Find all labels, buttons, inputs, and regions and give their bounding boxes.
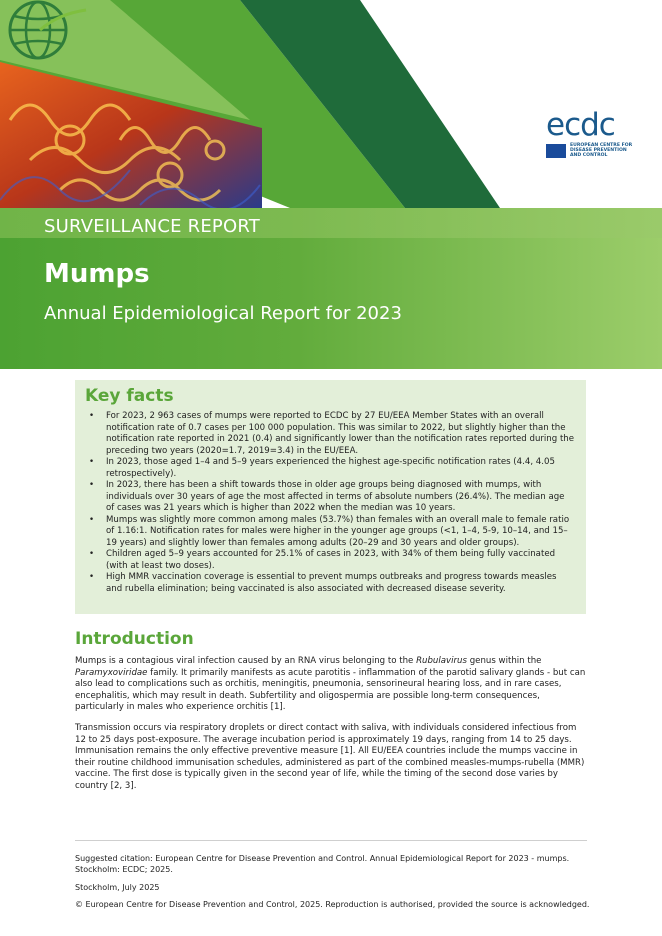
cover-image bbox=[0, 0, 662, 208]
intro-paragraph-1: Mumps is a contagious viral infection caused by an RNA virus belonging to the Rubulavirus genus within the Paramyxoviridae family. It primarily manifests as acute parotitis - inflammation of the parotid salivary glands - but can also lead to complications such as orchitis, meningitis, pneumonia, sensorineural hearing loss, and in rare cases, encephalitis, which may result in death. Subfertility and oligospermia are possible long-term consequences, particularly in males who experience orchitis [1]. bbox=[75, 656, 586, 712]
list-item: • Mumps was slightly more common among males (53.7%) than females with an overall male to female ratio of 1.16:1. Notification rates for males were higher in the younger age groups (<1, 1–4, 5-9, 10–14, and 15–19 years) and slightly lower than females among adults (20–29 and 30 years and older groups). bbox=[85, 515, 575, 550]
page-subtitle: Annual Epidemiological Report for 2023 bbox=[44, 303, 402, 324]
eu-flag-icon bbox=[546, 144, 566, 158]
footer-divider bbox=[75, 840, 587, 841]
key-facts-heading: Key facts bbox=[85, 386, 174, 406]
introduction-heading: Introduction bbox=[75, 629, 194, 649]
intro-paragraph-2: Transmission occurs via respiratory droplets or direct contact with saliva, with individuals considered infectious from 12 to 25 days post-exposure. The average incubation period is approximately 19 days, ranging from 14 to 25 days. Immunisation remains the only effective preventive measure [1]. All EU/EEA countries include the mumps vaccine in their routine childhood immunisation schedules, administered as part of the combined measles-mumps-rubella (MMR) vaccine. The first dose is typically given in the second year of life, while the timing of the second dose varies by country [2, 3]. bbox=[75, 723, 585, 791]
page-title: Mumps bbox=[44, 259, 150, 289]
list-item: • High MMR vaccination coverage is essential to prevent mumps outbreaks and progress towards measles and rubella elimination; being vaccinated is also associated with decreased disease severity. bbox=[85, 572, 575, 595]
list-item: • In 2023, those aged 1–4 and 5–9 years experienced the highest age-specific notification rates (4.4, 4.05 retrospectively). bbox=[85, 457, 575, 480]
org-name: EUROPEAN CENTRE FOR DISEASE PREVENTION AND CONTROL bbox=[570, 143, 633, 159]
ecdc-globe-icon bbox=[0, 0, 110, 100]
key-facts-box bbox=[75, 380, 586, 614]
list-item: • In 2023, there has been a shift towards those in older age groups being diagnosed with mumps, with individuals over 30 years of age the most affected in terms of absolute numbers (26.4%). The median age of cases was 21 years which is higher than 2022 when the median was 10 years. bbox=[85, 480, 575, 515]
copyright-notice: © European Centre for Disease Prevention and Control, 2025. Reproduction is authorised, provided the source is acknowledged. bbox=[75, 900, 590, 909]
report-type: SURVEILLANCE REPORT bbox=[44, 216, 260, 237]
eu-attribution bbox=[546, 143, 636, 163]
list-item: • Children aged 5–9 years accounted for 25.1% of cases in 2023, with 34% of them being fully vaccinated (with at least two doses). bbox=[85, 549, 575, 572]
publication-place-date: Stockholm, July 2025 bbox=[75, 883, 160, 892]
key-facts-list bbox=[85, 411, 575, 595]
ecdc-logo-text: ecdc bbox=[546, 107, 615, 143]
list-item: • For 2023, 2 963 cases of mumps were reported to ECDC by 27 EU/EEA Member States with an overall notification rate of 0.7 cases per 100 000 population. This was similar to 2022, but slightly higher than the notification rate reported in 2021 (0.4) and significantly lower than the notification rates reported during the preceding two years (2020=1.7, 2019=3.4) in the EU/EEA. bbox=[85, 411, 575, 457]
suggested-citation: Suggested citation: European Centre for Disease Prevention and Control. Annual Epidemiological Report for 2023 - mumps. Stockholm: ECDC; 2025. bbox=[75, 854, 570, 874]
